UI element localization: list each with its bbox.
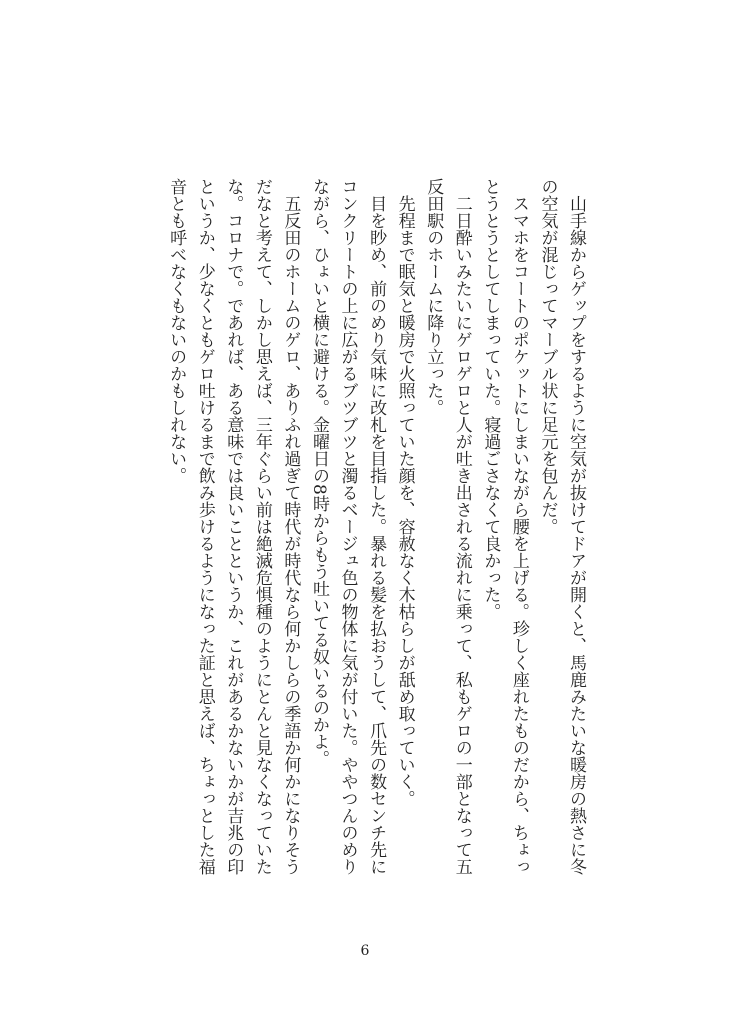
text-line: 山手線からゲップをするように空気が抜けてドアが開くと、馬鹿みたいな暖房の熱さに冬: [566, 178, 586, 875]
text-line: とうとうとしてしまっていた。寝過ごさなくて良かった。: [480, 178, 501, 620]
text-line: ながら、ひょいと横に避ける。金曜日の8時からもう吐いてる奴いるのかよ。: [308, 178, 329, 767]
text-line: スマホをコートのポケットにしまいながら腰を上げる。珍しく座れたものだから、ちょっ: [508, 178, 529, 875]
text-line: 五反田のホームのゲロ、ありふれ過ぎて時代が時代なら何かしらの季語か何かになりそう: [280, 178, 301, 875]
page-number: 6: [360, 943, 370, 959]
text-line: コンクリートの上に広がるブツブツと濁るベージュ色の物体に気が付いた。ややつんのめり: [337, 178, 358, 875]
text-line: 目を眇め、前のめり気味に改札を目指した。暴れる髪を払おうして、爪先の数センチ先に: [366, 178, 387, 875]
text-line: の空気が混じってマーブル状に足元を包んだ。: [537, 178, 558, 535]
text-line: というか、少なくともゲロ吐けるまで飲み歩けるようになった証と思えば、ちょっとした福: [194, 178, 215, 875]
text-line: 反田駅のホームに降り立った。: [423, 178, 444, 416]
text-line: 二日酔いみたいにゲロゲロと人が吐き出される流れに乗って、私もゲロの一部となって五: [451, 178, 472, 875]
vertical-body-text: [161, 178, 590, 890]
text-line: だなと考えて、しかし思えば、三年ぐらい前は絶滅危惧種のようにとんと見なくなっていた: [251, 178, 272, 875]
text-line: な。コロナで。であれば、ある意味では良いことというか、これがあるかないかが吉兆の印: [223, 178, 244, 875]
text-line: 音とも呼べなくもないのかもしれない。: [166, 178, 187, 484]
text-line: 先程まで眠気と暖房で火照っていた顔を、容赦なく木枯らしが舐め取っていく。: [394, 178, 415, 807]
